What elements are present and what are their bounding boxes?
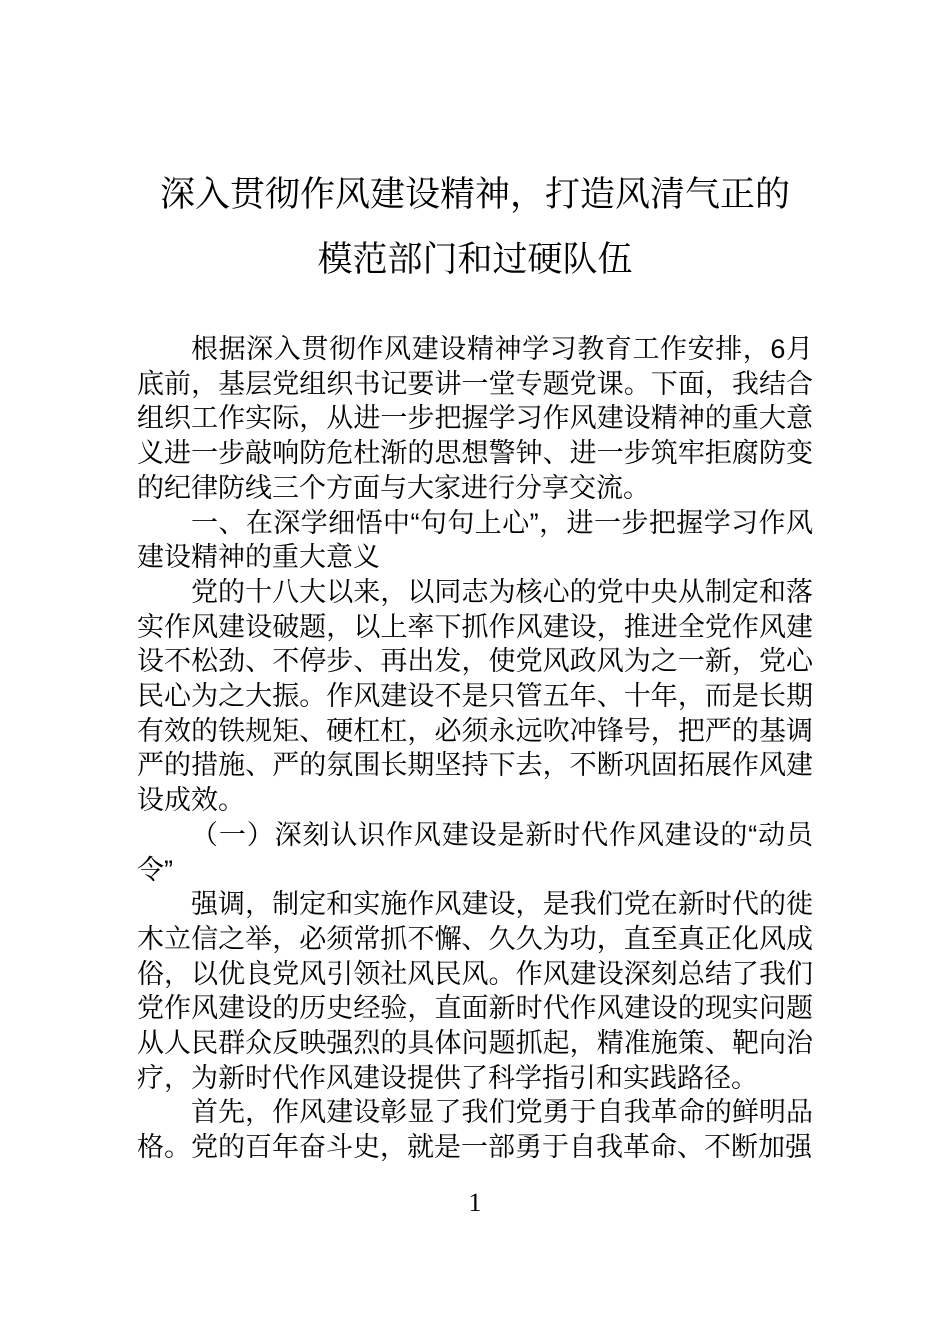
paragraph-section-1: 党的十八大以来，以同志为核心的党中央从制定和落实作风建设破题，以上率下抓作风建设，推进全党作风建设不松劲、不停步、再出发，使党风政风为之一新，党心民心为之大振。作风建设不是只管五年、十年，而是长期有效的铁规矩、硬杠杠，必须永远吹冲锋号，把严的基调严的措施、严的氛围长期坚持下去，不断巩固拓展作风建设成效。 [137,576,813,816]
section-heading-1: 一、在深学细悟中“句句上心”，进一步把握学习作风建设精神的重大意义 [137,507,813,573]
document-title [0,0,950,292]
paragraph-section-1-1: 强调，制定和实施作风建设，是我们党在新时代的徙木立信之举，必须常抓不懈、久久为功，直至真正化风成俗，以优良党风引领社风民风。作风建设深刻总结了我们党作风建设的历史经验，直面新时代作风建设的现实问题从人民群众反映强烈的具体问题抓起，精准施策、靶向治疗，为新时代作风建设提供了科学指引和实践路径。 [137,889,813,1093]
paragraph-continued: 首先，作风建设彰显了我们党勇于自我革命的鲜明品格。党的百年奋斗史，就是一部勇于自我革命、不断加强 [137,1097,813,1163]
section-heading-1-1: （一）深刻认识作风建设是新时代作风建设的“动员令” [137,819,813,885]
title-line-1: 深入贯彻作风建设精神，打造风清气正的 [159,175,790,214]
document-body [137,332,813,1165]
page-number: 1 [468,1188,482,1217]
paragraph-intro: 根据深入贯彻作风建设精神学习教育工作安排，6月底前，基层党组织书记要讲一堂专题党课。下面，我结合组织工作实际，从进一步把握学习作风建设精神的重大意义进一步敲响防危杜渐的思想警钟、进一步筑牢拒腐防变的纪律防线三个方面与大家进行分享交流。 [137,334,813,503]
title-line-2: 模范部门和过硬队伍 [317,240,633,279]
